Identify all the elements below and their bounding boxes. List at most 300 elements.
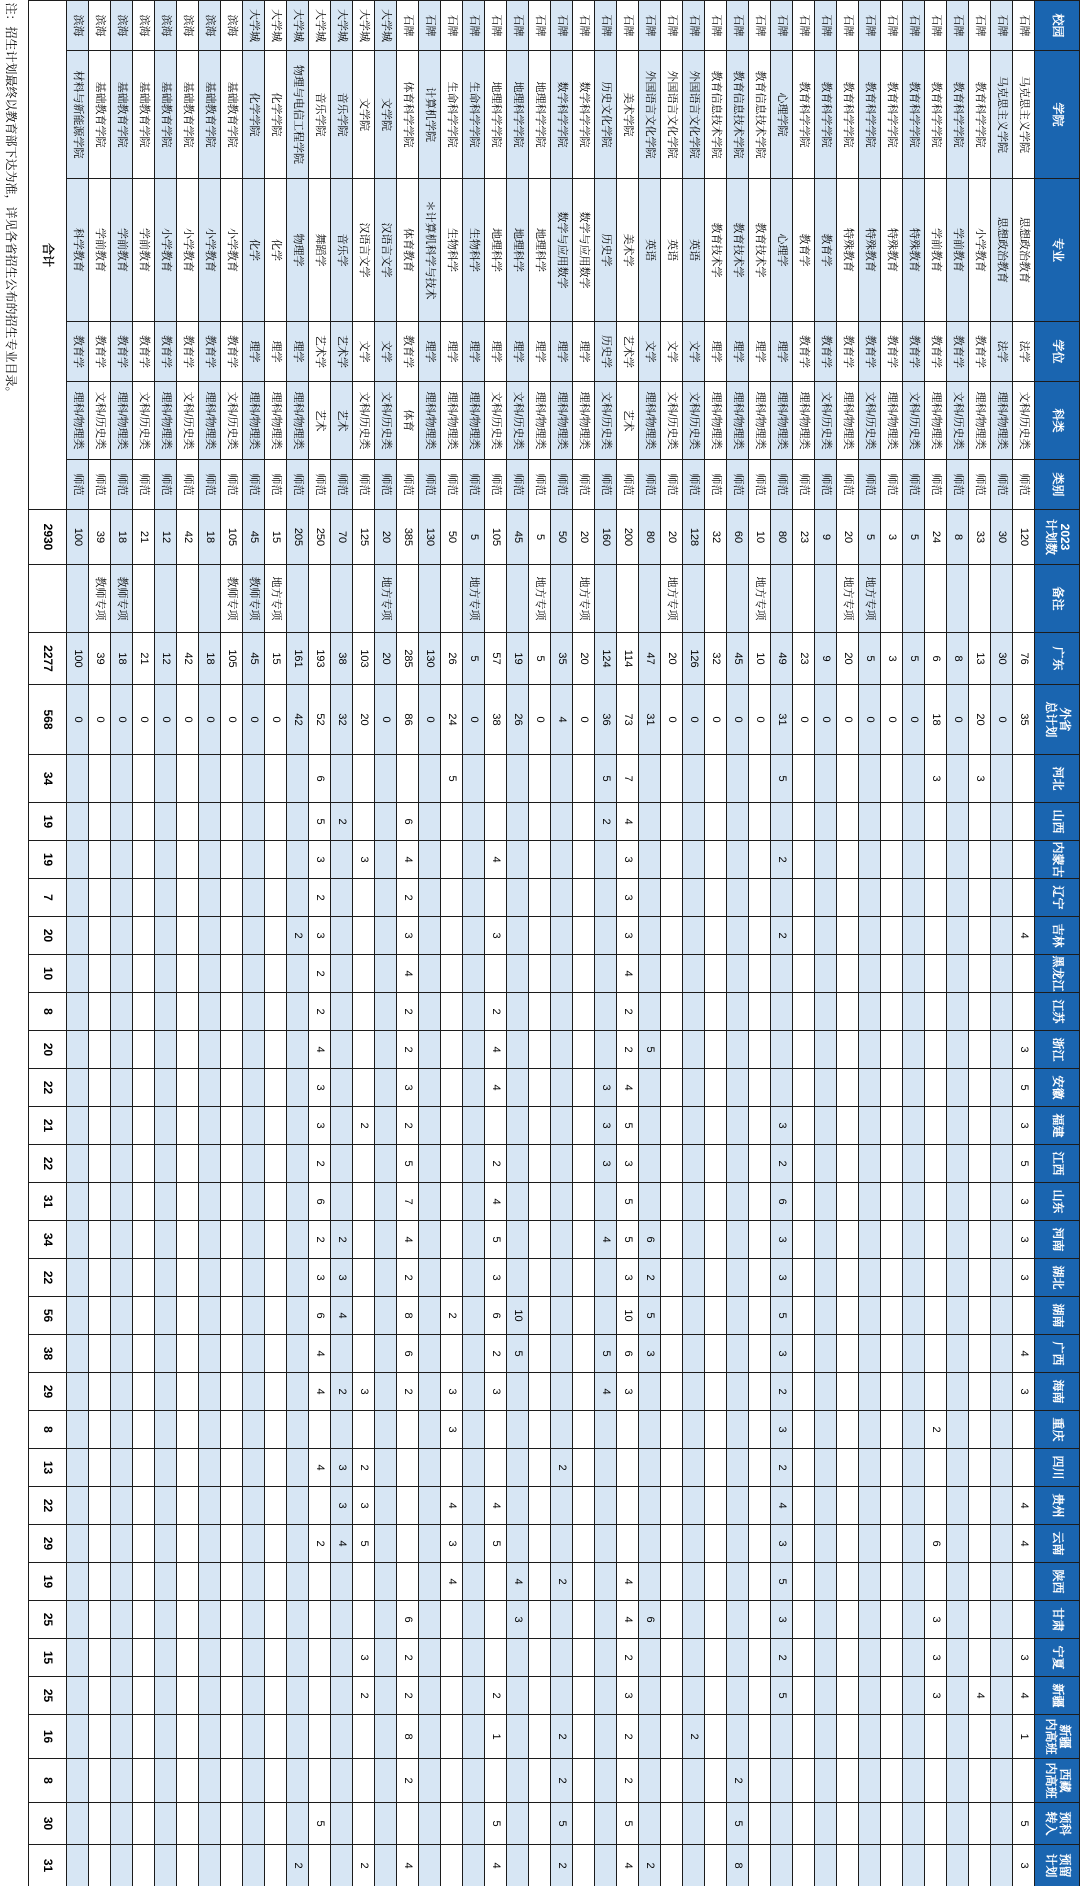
cell-chongqing — [133, 1411, 155, 1449]
cell-college: 美术学院 — [617, 51, 639, 179]
cell-note: 教师专项 — [221, 565, 243, 633]
cell-liaoning: 2 — [309, 879, 331, 917]
cell-plan: 200 — [617, 510, 639, 565]
cell-plan: 42 — [177, 510, 199, 565]
table-row — [309, 1, 331, 1886]
cell-category: 文科/历史类 — [375, 382, 397, 460]
column-header-sichuan: 四川 — [1035, 1449, 1080, 1487]
cell-campus: 石牌 — [749, 1, 771, 51]
cell-guizhou: 4 — [441, 1487, 463, 1525]
cell-yuliu — [595, 1845, 617, 1886]
cell-major: 英语 — [661, 179, 683, 322]
cell-yunnan — [903, 1525, 925, 1563]
cell-plan: 9 — [815, 510, 837, 565]
cell-chongqing — [661, 1411, 683, 1449]
cell-shaanxi — [903, 1563, 925, 1601]
cell-guangxi — [573, 1335, 595, 1373]
cell-chongqing — [881, 1411, 903, 1449]
table-row — [287, 1, 309, 1886]
cell-jiangsu — [903, 993, 925, 1031]
cell-note — [397, 565, 419, 633]
cell-other-provinces: 0 — [111, 685, 133, 755]
cell-major: 英语 — [683, 179, 705, 322]
cell-yunnan — [793, 1525, 815, 1563]
cell-hainan — [947, 1373, 969, 1411]
cell-gansu: 6 — [639, 1601, 661, 1639]
cell-hunan: 2 — [441, 1297, 463, 1335]
cell-zhejiang — [529, 1031, 551, 1069]
cell-degree: 教育学 — [89, 322, 111, 382]
cell-sichuan — [243, 1449, 265, 1487]
cell-sichuan — [969, 1449, 991, 1487]
cell-hainan: 2 — [771, 1373, 793, 1411]
cell-gansu — [815, 1601, 837, 1639]
cell-sichuan — [507, 1449, 529, 1487]
cell-fujian — [177, 1107, 199, 1145]
cell-yunnan: 3 — [441, 1525, 463, 1563]
cell-fujian — [331, 1107, 353, 1145]
cell-campus: 石牌 — [705, 1, 727, 51]
cell-ningxia — [375, 1639, 397, 1677]
cell-neimenggu — [67, 841, 89, 879]
cell-chongqing — [639, 1411, 661, 1449]
cell-zhejiang — [969, 1031, 991, 1069]
cell-yuke — [705, 1803, 727, 1845]
cell-hebei — [243, 755, 265, 803]
cell-category: 理科/物理类 — [925, 382, 947, 460]
cell-xzn — [683, 1759, 705, 1803]
cell-sichuan — [617, 1449, 639, 1487]
cell-xjn: 2 — [683, 1715, 705, 1759]
cell-zhejiang — [507, 1031, 529, 1069]
cell-hubei — [837, 1259, 859, 1297]
cell-jilin — [815, 917, 837, 955]
cell-plan: 205 — [287, 510, 309, 565]
cell-guangdong: 45 — [727, 633, 749, 685]
cell-yuke — [859, 1803, 881, 1845]
cell-category: 文科/历史类 — [353, 382, 375, 460]
cell-shaanxi — [573, 1563, 595, 1601]
cell-yuke — [221, 1803, 243, 1845]
cell-xzn — [463, 1759, 485, 1803]
cell-degree: 理学 — [441, 322, 463, 382]
cell-fujian: 3 — [1013, 1107, 1035, 1145]
cell-xinjiang — [265, 1677, 287, 1715]
total-sichuan: 13 — [29, 1449, 67, 1487]
cell-chongqing — [309, 1411, 331, 1449]
cell-yuke — [903, 1803, 925, 1845]
cell-xinjiang — [287, 1677, 309, 1715]
cell-hebei: 3 — [969, 755, 991, 803]
cell-guizhou — [463, 1487, 485, 1525]
cell-shandong — [507, 1183, 529, 1221]
cell-neimenggu — [705, 841, 727, 879]
cell-shandong — [177, 1183, 199, 1221]
cell-yuliu — [529, 1845, 551, 1886]
cell-jiangxi — [837, 1145, 859, 1183]
cell-xinjiang — [111, 1677, 133, 1715]
cell-category: 理科/物理类 — [551, 382, 573, 460]
cell-zhejiang — [199, 1031, 221, 1069]
cell-xinjiang — [441, 1677, 463, 1715]
cell-jilin — [155, 917, 177, 955]
cell-heilongjiang — [793, 955, 815, 993]
column-header-henan: 河南 — [1035, 1221, 1080, 1259]
cell-neimenggu — [793, 841, 815, 879]
cell-hubei — [881, 1259, 903, 1297]
cell-heilongjiang — [265, 955, 287, 993]
cell-guizhou — [243, 1487, 265, 1525]
cell-hubei: 3 — [331, 1259, 353, 1297]
cell-henan — [947, 1221, 969, 1259]
cell-hubei: 2 — [639, 1259, 661, 1297]
table-row — [595, 1, 617, 1886]
total-shandong: 31 — [29, 1183, 67, 1221]
cell-college: 教育科学学院 — [815, 51, 837, 179]
cell-sichuan: 3 — [331, 1449, 353, 1487]
cell-plan: 45 — [243, 510, 265, 565]
cell-major: 教育技术学 — [727, 179, 749, 322]
cell-xzn — [287, 1759, 309, 1803]
column-header-heilongjiang: 黑龙江 — [1035, 955, 1080, 993]
cell-ningxia — [485, 1639, 507, 1677]
cell-heilongjiang: 4 — [617, 955, 639, 993]
cell-guizhou — [397, 1487, 419, 1525]
cell-zhejiang — [67, 1031, 89, 1069]
cell-plan: 385 — [397, 510, 419, 565]
cell-neimenggu: 3 — [617, 841, 639, 879]
cell-jiangsu: 2 — [485, 993, 507, 1031]
cell-shandong — [199, 1183, 221, 1221]
cell-shaanxi — [133, 1563, 155, 1601]
cell-category: 文科/历史类 — [177, 382, 199, 460]
cell-major: 特殊教育 — [903, 179, 925, 322]
cell-yunnan — [133, 1525, 155, 1563]
cell-heilongjiang: 2 — [309, 955, 331, 993]
cell-zhejiang — [903, 1031, 925, 1069]
table-row — [749, 1, 771, 1886]
cell-guangdong: 18 — [199, 633, 221, 685]
cell-jilin — [639, 917, 661, 955]
cell-yuke — [67, 1803, 89, 1845]
cell-jiangsu — [133, 993, 155, 1031]
cell-college: 文学院 — [353, 51, 375, 179]
cell-yuke — [969, 1803, 991, 1845]
cell-yuke — [199, 1803, 221, 1845]
column-header-yuke: 预科 转入 — [1035, 1803, 1080, 1845]
cell-hunan — [661, 1297, 683, 1335]
cell-hainan — [111, 1373, 133, 1411]
cell-yuke — [639, 1803, 661, 1845]
cell-sichuan — [661, 1449, 683, 1487]
cell-zhejiang — [705, 1031, 727, 1069]
column-header-zhejiang: 浙江 — [1035, 1031, 1080, 1069]
cell-heilongjiang — [639, 955, 661, 993]
cell-xinjiang — [705, 1677, 727, 1715]
cell-jiangsu — [771, 993, 793, 1031]
cell-shanxi — [903, 803, 925, 841]
cell-liaoning — [133, 879, 155, 917]
cell-xzn — [331, 1759, 353, 1803]
column-header-degree: 学位 — [1035, 322, 1080, 382]
cell-shaanxi: 5 — [771, 1563, 793, 1601]
cell-note — [771, 565, 793, 633]
cell-xinjiang: 4 — [969, 1677, 991, 1715]
cell-zhejiang — [243, 1031, 265, 1069]
cell-anhui: 3 — [309, 1069, 331, 1107]
cell-jiangxi — [683, 1145, 705, 1183]
cell-campus: 滨海 — [67, 1, 89, 51]
cell-campus: 石牌 — [463, 1, 485, 51]
cell-college: 基础教育学院 — [111, 51, 133, 179]
cell-xinjiang: 5 — [771, 1677, 793, 1715]
cell-hebei — [287, 755, 309, 803]
cell-jiangsu — [155, 993, 177, 1031]
cell-henan — [89, 1221, 111, 1259]
cell-plan: 21 — [133, 510, 155, 565]
cell-category: 文科/历史类 — [815, 382, 837, 460]
cell-gansu — [595, 1601, 617, 1639]
cell-xjn — [199, 1715, 221, 1759]
cell-xjn — [265, 1715, 287, 1759]
cell-guizhou — [419, 1487, 441, 1525]
table-row — [199, 1, 221, 1886]
cell-yuke — [595, 1803, 617, 1845]
cell-gansu — [287, 1601, 309, 1639]
cell-note — [155, 565, 177, 633]
cell-sichuan — [749, 1449, 771, 1487]
cell-category: 文科/历史类 — [947, 382, 969, 460]
cell-liaoning — [177, 879, 199, 917]
cell-liaoning — [111, 879, 133, 917]
cell-yunnan — [529, 1525, 551, 1563]
cell-note — [177, 565, 199, 633]
cell-shanxi — [89, 803, 111, 841]
cell-neimenggu — [749, 841, 771, 879]
cell-heilongjiang — [991, 955, 1013, 993]
cell-ningxia — [221, 1639, 243, 1677]
cell-major: 特殊教育 — [837, 179, 859, 322]
cell-college: 教育科学学院 — [903, 51, 925, 179]
cell-guangxi — [133, 1335, 155, 1373]
cell-sichuan — [529, 1449, 551, 1487]
total-hunan: 56 — [29, 1297, 67, 1335]
cell-major: 特殊教育 — [859, 179, 881, 322]
cell-type: 师范 — [221, 460, 243, 510]
cell-hubei — [287, 1259, 309, 1297]
cell-guangdong: 76 — [1013, 633, 1035, 685]
cell-sichuan — [397, 1449, 419, 1487]
cell-heilongjiang — [441, 955, 463, 993]
cell-xinjiang — [133, 1677, 155, 1715]
cell-ningxia: 3 — [353, 1639, 375, 1677]
cell-jiangxi — [133, 1145, 155, 1183]
cell-guangdong: 8 — [947, 633, 969, 685]
cell-note — [815, 565, 837, 633]
cell-jilin — [947, 917, 969, 955]
cell-yuke — [947, 1803, 969, 1845]
cell-hubei — [947, 1259, 969, 1297]
cell-other-provinces: 0 — [529, 685, 551, 755]
cell-college: 基础教育学院 — [177, 51, 199, 179]
cell-xinjiang: 3 — [617, 1677, 639, 1715]
cell-shaanxi — [947, 1563, 969, 1601]
cell-shandong — [133, 1183, 155, 1221]
cell-henan — [837, 1221, 859, 1259]
cell-neimenggu — [969, 841, 991, 879]
cell-hunan — [133, 1297, 155, 1335]
cell-hubei — [133, 1259, 155, 1297]
cell-xjn — [309, 1715, 331, 1759]
cell-guangdong: 38 — [331, 633, 353, 685]
cell-henan — [67, 1221, 89, 1259]
cell-xinjiang — [991, 1677, 1013, 1715]
table-row — [837, 1, 859, 1886]
cell-other-provinces: 20 — [969, 685, 991, 755]
cell-jiangsu — [353, 993, 375, 1031]
cell-xinjiang: 2 — [353, 1677, 375, 1715]
cell-anhui — [155, 1069, 177, 1107]
cell-yuliu: 2 — [287, 1845, 309, 1886]
footnote-text: 注：招生计划最终以教育部下达为准，详见各省招生公布的招生专业目录。 — [4, 2, 19, 399]
table-row — [177, 1, 199, 1886]
cell-guizhou — [133, 1487, 155, 1525]
cell-jiangsu — [419, 993, 441, 1031]
cell-liaoning — [243, 879, 265, 917]
cell-campus: 大学城 — [375, 1, 397, 51]
table-row — [925, 1, 947, 1886]
cell-jiangsu — [881, 993, 903, 1031]
cell-hubei — [551, 1259, 573, 1297]
cell-degree: 教育学 — [859, 322, 881, 382]
cell-zhejiang — [991, 1031, 1013, 1069]
cell-category: 理科/物理类 — [463, 382, 485, 460]
cell-liaoning — [265, 879, 287, 917]
cell-gansu — [881, 1601, 903, 1639]
cell-shanxi — [243, 803, 265, 841]
cell-jiangsu — [265, 993, 287, 1031]
column-header-hunan: 湖南 — [1035, 1297, 1080, 1335]
cell-neimenggu — [595, 841, 617, 879]
cell-degree: 理学 — [265, 322, 287, 382]
cell-yuliu — [925, 1845, 947, 1886]
cell-yuliu — [463, 1845, 485, 1886]
cell-liaoning — [573, 879, 595, 917]
cell-note — [683, 565, 705, 633]
cell-ningxia — [705, 1639, 727, 1677]
cell-shaanxi — [155, 1563, 177, 1601]
column-header-anhui: 安徽 — [1035, 1069, 1080, 1107]
column-header-chongqing: 重庆 — [1035, 1411, 1080, 1449]
cell-anhui — [265, 1069, 287, 1107]
cell-neimenggu — [837, 841, 859, 879]
cell-degree: 艺术学 — [309, 322, 331, 382]
cell-hunan — [199, 1297, 221, 1335]
cell-heilongjiang — [727, 955, 749, 993]
cell-other-provinces: 0 — [837, 685, 859, 755]
cell-hainan — [551, 1373, 573, 1411]
total-heilongjiang: 10 — [29, 955, 67, 993]
cell-category: 理科/物理类 — [67, 382, 89, 460]
cell-degree: 文学 — [661, 322, 683, 382]
cell-campus: 石牌 — [529, 1, 551, 51]
cell-heilongjiang — [859, 955, 881, 993]
cell-shandong — [573, 1183, 595, 1221]
cell-major: 地理科学 — [529, 179, 551, 322]
cell-xjn — [749, 1715, 771, 1759]
cell-henan: 6 — [639, 1221, 661, 1259]
cell-degree: 教育学 — [881, 322, 903, 382]
cell-chongqing — [991, 1411, 1013, 1449]
cell-other-provinces: 0 — [265, 685, 287, 755]
cell-hainan: 3 — [353, 1373, 375, 1411]
cell-other-provinces: 0 — [419, 685, 441, 755]
cell-yuliu — [375, 1845, 397, 1886]
cell-plan: 60 — [727, 510, 749, 565]
cell-jiangsu — [661, 993, 683, 1031]
cell-hebei — [463, 755, 485, 803]
cell-liaoning — [485, 879, 507, 917]
cell-type: 师范 — [243, 460, 265, 510]
cell-hunan — [221, 1297, 243, 1335]
cell-fujian — [551, 1107, 573, 1145]
cell-neimenggu — [639, 841, 661, 879]
cell-jilin — [419, 917, 441, 955]
cell-zhejiang — [375, 1031, 397, 1069]
cell-xinjiang — [419, 1677, 441, 1715]
cell-shandong — [111, 1183, 133, 1221]
cell-jiangxi — [639, 1145, 661, 1183]
cell-hunan — [837, 1297, 859, 1335]
cell-yuke: 5 — [727, 1803, 749, 1845]
cell-chongqing — [749, 1411, 771, 1449]
cell-jilin — [221, 917, 243, 955]
cell-shanxi — [419, 803, 441, 841]
cell-category: 文科/历史类 — [595, 382, 617, 460]
cell-other-provinces: 0 — [221, 685, 243, 755]
cell-hainan — [507, 1373, 529, 1411]
cell-note — [485, 565, 507, 633]
cell-heilongjiang — [331, 955, 353, 993]
cell-jiangsu — [991, 993, 1013, 1031]
cell-note: 地方专项 — [463, 565, 485, 633]
cell-note — [133, 565, 155, 633]
cell-degree: 理学 — [419, 322, 441, 382]
cell-anhui — [859, 1069, 881, 1107]
cell-anhui — [375, 1069, 397, 1107]
cell-college: 计算机学院 — [419, 51, 441, 179]
cell-guangdong: 9 — [815, 633, 837, 685]
cell-ningxia — [683, 1639, 705, 1677]
cell-shandong — [441, 1183, 463, 1221]
cell-campus: 石牌 — [639, 1, 661, 51]
cell-neimenggu: 4 — [397, 841, 419, 879]
cell-guizhou: 4 — [771, 1487, 793, 1525]
cell-hubei: 3 — [771, 1259, 793, 1297]
cell-henan — [463, 1221, 485, 1259]
cell-anhui — [771, 1069, 793, 1107]
cell-category: 文科/历史类 — [683, 382, 705, 460]
cell-hubei — [991, 1259, 1013, 1297]
cell-yuliu — [771, 1845, 793, 1886]
cell-xinjiang — [89, 1677, 111, 1715]
cell-zhejiang — [353, 1031, 375, 1069]
cell-major: 小学教育 — [199, 179, 221, 322]
cell-zhejiang — [925, 1031, 947, 1069]
cell-gansu — [155, 1601, 177, 1639]
cell-chongqing: 2 — [925, 1411, 947, 1449]
cell-type: 师范 — [903, 460, 925, 510]
